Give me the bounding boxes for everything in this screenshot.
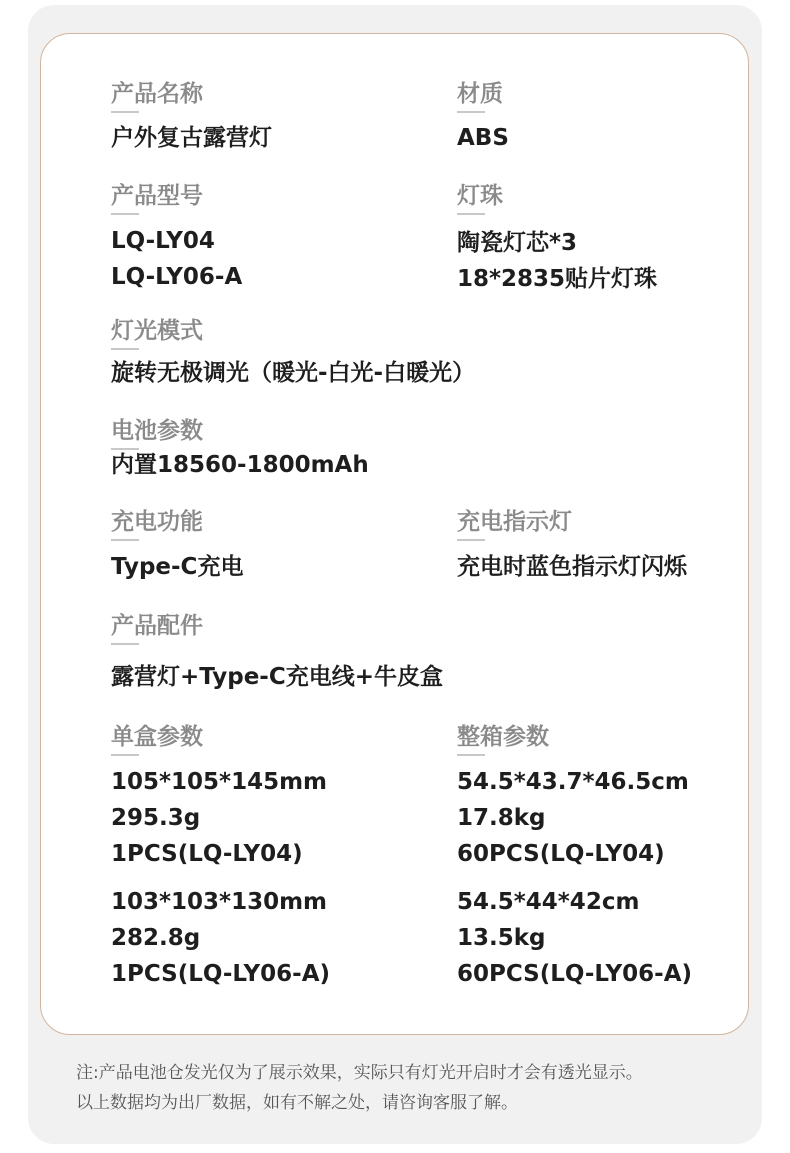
spec-label-carton: 整箱参数 xyxy=(457,718,549,751)
spec-value-accessories: 露营灯+Type-C充电线+牛皮盒 xyxy=(111,664,443,690)
spec-value-carton-ly06: 54.5*44*42cm 13.5kg 60PCS(LQ-LY06-A) xyxy=(457,889,693,987)
disclaimer-note xyxy=(76,1058,643,1118)
spec-value-single-box-ly04: 105*105*145mm 295.3g 1PCS(LQ-LY04) xyxy=(111,769,328,867)
disclaimer-line-1: 注:产品电池仓发光仅为了展示效果，实际只有灯光开启时才会有透光显示。 xyxy=(76,1063,643,1083)
spec-label-accessories: 产品配件 xyxy=(111,607,203,640)
spec-value-charging: Type-C充电 xyxy=(111,554,244,580)
spec-label-charging: 充电功能 xyxy=(111,503,203,536)
disclaimer-line-2: 以上数据均为出厂数据，如有不解之处，请咨询客服了解。 xyxy=(76,1093,518,1113)
spec-label-indicator: 充电指示灯 xyxy=(457,503,572,536)
spec-value-material: ABS xyxy=(457,125,509,151)
spec-label-model: 产品型号 xyxy=(111,177,203,210)
spec-value-model: LQ-LY04 LQ-LY06-A xyxy=(111,228,243,290)
spec-value-battery: 内置18560-1800mAh xyxy=(111,452,369,478)
spec-value-name: 户外复古露营灯 xyxy=(111,125,272,151)
spec-value-single-box-ly06: 103*103*130mm 282.8g 1PCS(LQ-LY06-A) xyxy=(111,889,331,987)
spec-value-carton-ly04: 54.5*43.7*46.5cm 17.8kg 60PCS(LQ-LY04) xyxy=(457,769,689,867)
spec-label-beads: 灯珠 xyxy=(457,177,503,210)
spec-label-single-box: 单盒参数 xyxy=(111,718,203,751)
spec-label-mode: 灯光模式 xyxy=(111,312,203,345)
spec-label-name: 产品名称 xyxy=(111,75,203,108)
spec-value-beads: 陶瓷灯芯*3 18*2835贴片灯珠 xyxy=(457,230,658,292)
spec-label-material: 材质 xyxy=(457,75,503,108)
spec-label-battery: 电池参数 xyxy=(111,412,203,445)
spec-value-mode: 旋转无极调光（暖光-白光-白暖光） xyxy=(111,360,476,386)
spec-value-indicator: 充电时蓝色指示灯闪烁 xyxy=(457,554,687,580)
